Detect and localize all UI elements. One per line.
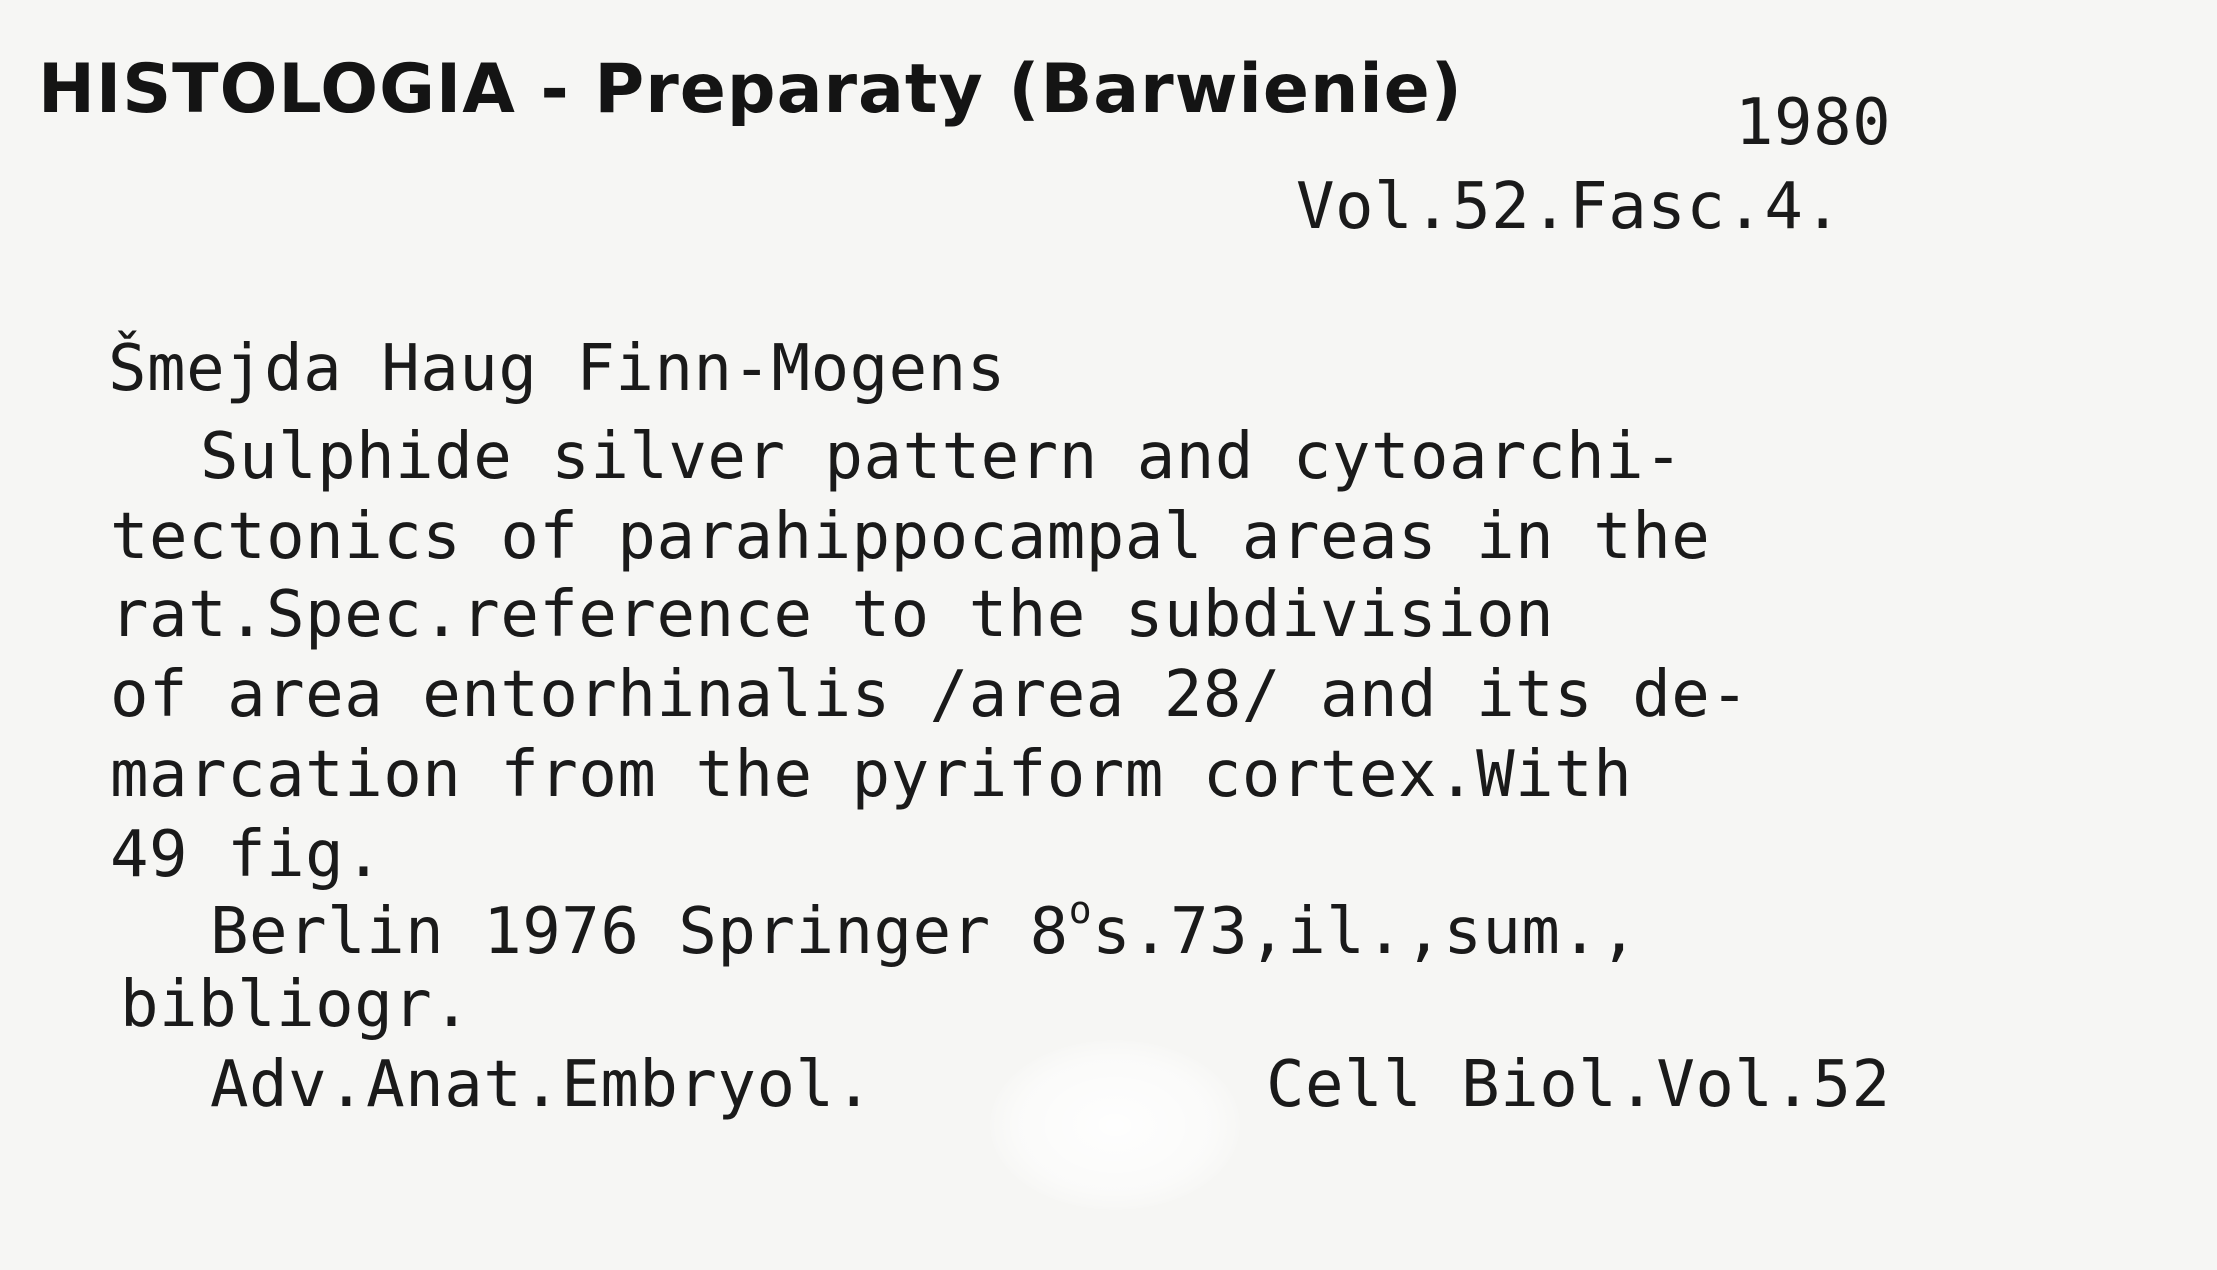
stamp-smudge <box>990 1040 1240 1210</box>
author-line: Šmejda Haug Finn-Mogens <box>108 332 1006 406</box>
imprint-continuation: bibliogr. <box>120 968 472 1042</box>
subject-heading: HISTOLOGIA - Preparaty (Barwienie) <box>38 50 1463 129</box>
series-volume: Cell Biol.Vol.52 <box>1266 1048 1891 1122</box>
title-line: rat.Spec.reference to the subdivision <box>110 578 1555 652</box>
volume-fascicle: Vol.52.Fasc.4. <box>1296 170 1843 244</box>
series-journal: Adv.Anat.Embryol. <box>210 1048 874 1122</box>
title-line: Sulphide silver pattern and cytoarchi- <box>200 420 1684 494</box>
title-line: of area entorhinalis /area 28/ and its de- <box>110 658 1750 732</box>
imprint-superscript: o <box>1068 888 1093 932</box>
title-line: marcation from the pyriform cortex.With <box>110 738 1633 812</box>
title-line: tectonics of parahippocampal areas in the <box>110 500 1711 574</box>
year: 1980 <box>1735 86 1892 160</box>
title-line: 49 fig. <box>110 818 384 892</box>
imprint-line <box>210 888 1639 969</box>
imprint-text-rest: s.73,il.,sum., <box>1092 895 1639 969</box>
imprint-text: Berlin 1976 Springer 8 <box>210 895 1069 969</box>
